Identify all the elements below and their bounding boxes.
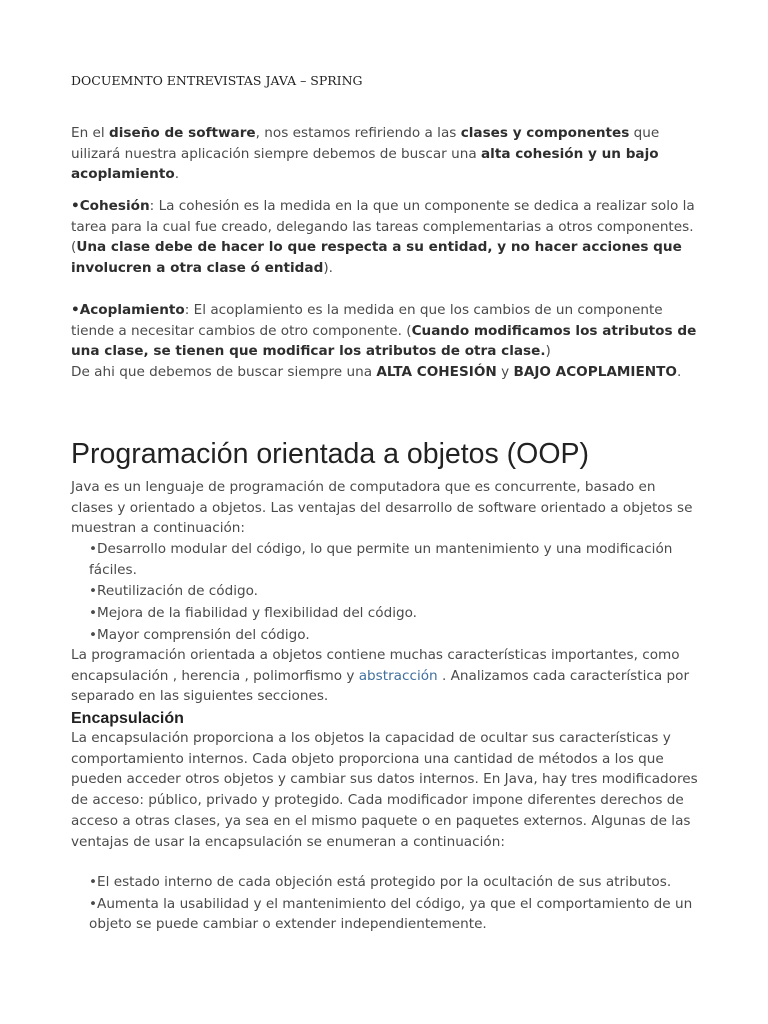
intro-bold-3: alta cohesión y un bajo acoplamiento [71,145,659,183]
intro-text-2: , nos estamos refiriendo a las [255,125,461,141]
oop-features-text-1: La programación orientada a objetos contiene muchas características importantes, como encapsulación , herencia , polimorfismo y [71,647,680,684]
intro-text-3: que uilizará nuestra aplicación siempre debemos de buscar una [71,125,660,162]
cohesion-text-1: : La cohesión es la medida en la que un componente se dedica a realizar solo la tarea para la cual fue creado, delegando las tareas complementarias a otros componentes. ( [71,198,695,256]
acoplamiento-text-3: De ahi que debemos de buscar siempre una [71,364,377,381]
acoplamiento-text-4: y [496,364,514,381]
acoplamiento-bold-2: Cuando modificamos los atributos de una clase, se tienen que modificar los atributos de otra clase. [71,322,697,360]
encapsulacion-heading: Encapsulación [71,710,184,727]
oop-heading: Programación orientada a objetos (OOP) [71,438,590,470]
oop-features-paragraph [71,645,701,707]
list-item: •El estado interno de cada objeción está protegido por la ocultación de sus atributos. [89,874,672,890]
encapsulacion-paragraph: La encapsulación proporciona a los objetos la capacidad de ocultar sus características y comportamiento internos. Cada objeto proporciona una cantidad de métodos a los que pueden acceder otros objetos y cambiar sus datos internos. En Java, hay tres modificadores de acceso: público, privado y protegido. Cada modificador impone diferentes derechos de acceso a otras clases, ya sea en el mismo paquete o en paquetes externos. Algunas de las ventajas de usar la encapsulación se enumeran a continuación: [71,730,698,850]
acoplamiento-text-5: . [676,364,682,381]
list-item: •Mejora de la fiabilidad y flexibilidad del código. [89,605,418,622]
acoplamiento-bold-4: BAJO ACOPLAMIENTO [513,364,677,381]
oop-features-text-2: . Analizamos cada característica por separado en las siguientes secciones. [71,667,690,705]
intro-text-4: . [174,166,180,183]
cohesion-paragraph [71,196,701,279]
encapsulacion-advantages-list [89,872,704,936]
acoplamiento-term: •Acoplamiento [71,302,185,318]
intro-paragraph [71,123,701,185]
acoplamiento-paragraph [71,300,701,383]
intro-text-1: En el [71,125,109,141]
intro-bold-2: clases y componentes [460,125,630,141]
intro-bold-1: diseño de software [109,125,256,141]
cohesion-text-2: ). [323,260,333,277]
oop-intro-paragraph: Java es un lenguaje de programación de computadora que es concurrente, basado en clases y orientado a objetos. Las ventajas del desarrollo de software orientado a objetos se muestran a continuación: [71,479,693,537]
acoplamiento-bold-3: ALTA COHESIÓN [376,364,497,381]
cohesion-bold-2: Una clase debe de hacer lo que respecta a su entidad, y no hacer acciones que involucren a otra clase ó entidad [71,239,682,277]
list-item: •Desarrollo modular del código, lo que permite un mantenimiento y una modificación fáciles. [89,541,673,578]
list-item: •Aumenta la usabilidad y el mantenimiento del código, ya que el comportamiento de un objeto se puede cambiar o extender independientemente. [89,895,693,933]
abstraccion-link[interactable]: abstracción [358,667,438,684]
acoplamiento-text-1: : El acoplamiento es la medida en que los cambios de un componente tiende a necesitar cambios de otro componente. ( [71,302,663,339]
list-item: •Mayor comprensión del código. [89,626,310,643]
acoplamiento-text-2: ) [545,343,551,360]
document-title: DOCUEMNTO ENTREVISTAS JAVA – SPRING [71,73,363,88]
cohesion-term: •Cohesión [71,198,150,214]
oop-advantages-list [89,539,704,647]
list-item: •Reutilización de código. [89,583,258,600]
